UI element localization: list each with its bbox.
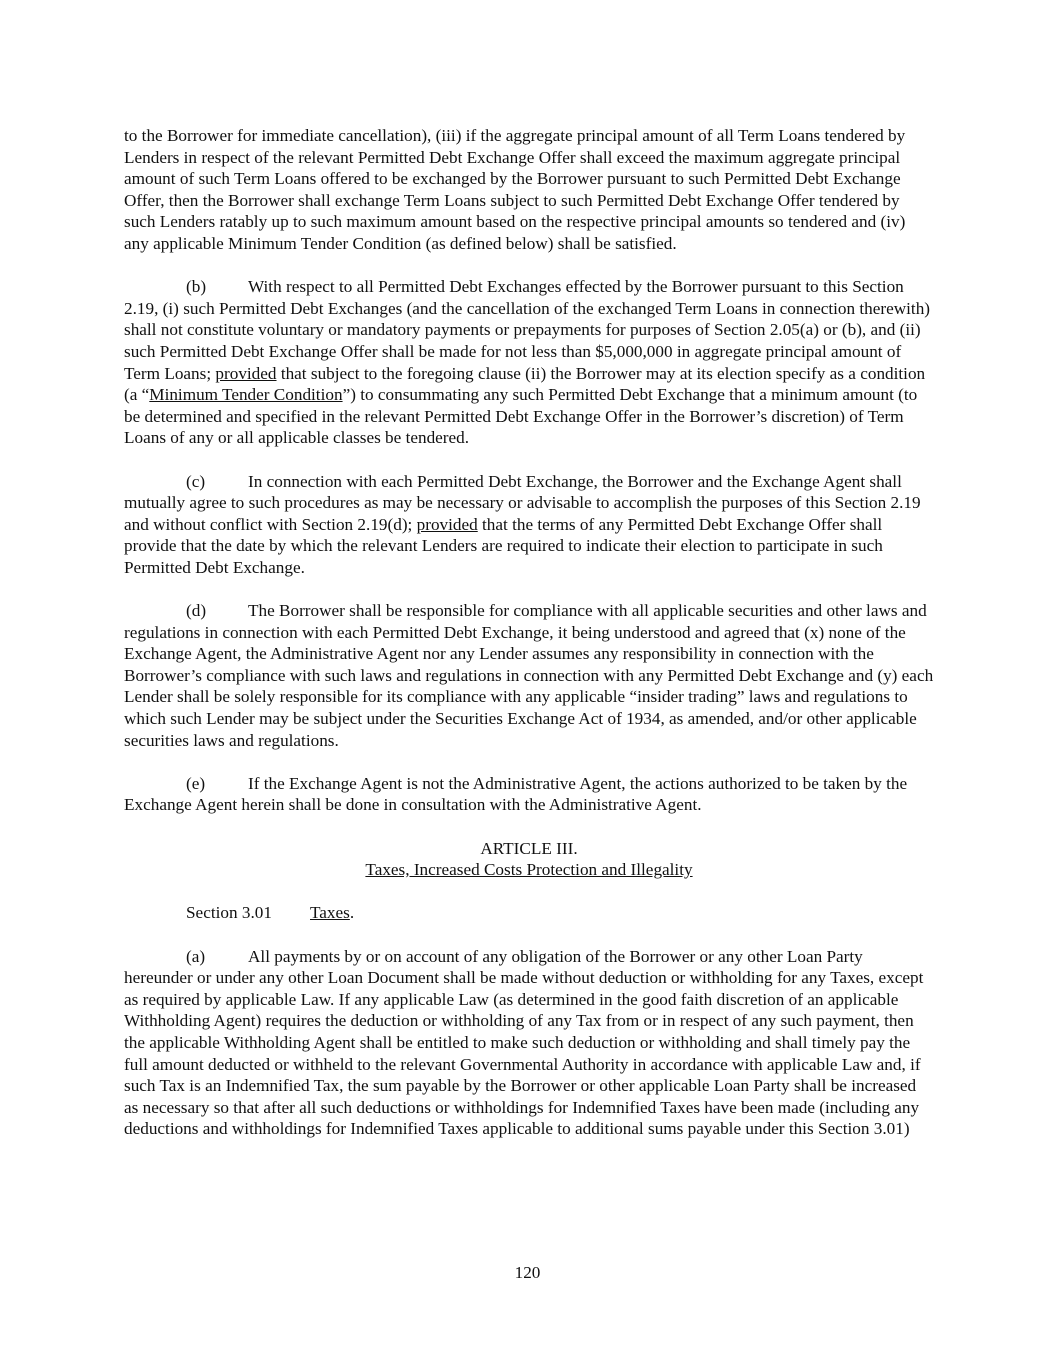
clause-label-a: (a) (186, 946, 206, 966)
clause-label-b: (b) (186, 277, 207, 297)
paragraph-c (124, 471, 934, 579)
section-title-period: . (349, 903, 355, 923)
paragraph-text: that subject to the foregoing clause (ii) the Borrower may at its election specify as a condition (a “ (124, 363, 926, 405)
paragraph-text: ”) to consummating any such Permitted Debt Exchange that a minimum amount (to be determined and specified in the relevant Permitted Debt Exchange Offer in the Borrower’s discretion) of Term Loans of any or all applicable classes be tendered. (124, 385, 918, 448)
clause-label-c: (c) (186, 471, 206, 491)
provided-term: provided (416, 514, 478, 534)
section-number: Section 3.01 (186, 903, 272, 923)
section-heading (124, 902, 934, 924)
document-page (124, 125, 934, 1162)
paragraph-3-01-a (124, 946, 934, 1140)
paragraph-d (124, 600, 934, 751)
clause-label-e: (e) (186, 773, 206, 793)
paragraph-text: If the Exchange Agent is not the Administrative Agent, the actions authorized to be taken by the Exchange Agent herein shall be done in consultation with the Administrative Agent. (124, 773, 908, 815)
paragraph-b (124, 276, 934, 449)
defined-term: Minimum Tender Condition (149, 385, 343, 405)
paragraph-text: All payments by or on account of any obligation of the Borrower or any other Loan Party hereunder or under any other Loan Document shall be made without deduction or withholding for any Taxes, except as required by applicable Law. If any applicable Law (as determined in the good faith discretion of an applicable Withholding Agent) requires the deduction or withholding of any Tax from or in respect of any such payment, then the applicable Withholding Agent shall be entitled to make such deduction or withholding and shall timely pay the full amount deducted or withheld to the relevant Governmental Authority in accordance with applicable Law and, if such Tax is an Indemnified Tax, the sum payable by the Borrower or other applicable Loan Party shall be increased as necessary so that after all such deductions or withholdings for Indemnified Taxes have been made (including any deductions and withholdings for Indemnified Taxes applicable to additional sums payable under this Section 3.01) (124, 946, 924, 1139)
paragraph-text: The Borrower shall be responsible for compliance with all applicable securities and other laws and regulations in connection with each Permitted Debt Exchange, it being understood and agreed that (x) none of the Exchange Agent, the Administrative Agent nor any Lender assumes any responsibility in connection with the Borrower’s compliance with such laws and regulations in connection with any Permitted Debt Exchange and (y) each Lender shall be solely responsible for its compliance with any applicable “insider trading” laws and regulations to which such Lender may be subject under the Securities Exchange Act of 1934, as amended, and/or other applicable securities laws and regulations. (124, 601, 934, 750)
paragraph-e (124, 773, 934, 816)
clause-label-d: (d) (186, 601, 207, 621)
article-number: ARTICLE III. (480, 838, 578, 858)
paragraph-text: to the Borrower for immediate cancellation), (iii) if the aggregate principal amount of all Term Loans tendered by Lenders in respect of the relevant Permitted Debt Exchange Offer shall exceed the maximum aggregate principal amount of such Term Loans offered to be exchanged by the Borrower pursuant to such Permitted Debt Exchange Offer, then the Borrower shall exchange Term Loans subject to such Permitted Debt Exchange Offer tendered by such Lenders ratably up to such maximum amount based on the respective principal amounts so tendered and (iv) any applicable Minimum Tender Condition (as defined below) shall be satisfied. (124, 126, 906, 253)
paragraph-text: With respect to all Permitted Debt Exchanges effected by the Borrower pursuant to this Section 2.19, (i) such Permitted Debt Exchanges (and the cancellation of the exchanged Term Loans in connection therewith) shall not constitute voluntary or mandatory payments or prepayments for purposes of Section 2.05(a) or (b), and (ii) such Permitted Debt Exchange Offer shall be made for not less than $5,000,000 in aggregate principal amount of Term Loans; (124, 277, 931, 383)
paragraph-text: In connection with each Permitted Debt Exchange, the Borrower and the Exchange Agent shall mutually agree to such procedures as may be necessary or advisable to accomplish the purposes of this Section 2.19 and without conflict with Section 2.19(d); (124, 471, 921, 534)
paragraph-continued (124, 125, 934, 255)
article-heading (124, 838, 934, 881)
section-title: Taxes (310, 903, 350, 923)
provided-term: provided (215, 363, 277, 383)
page-number: 120 (514, 1263, 541, 1282)
paragraph-text: that the terms of any Permitted Debt Exchange Offer shall provide that the date by which the relevant Lenders are required to indicate their election to participate in such Permitted Debt Exchange. (124, 514, 883, 577)
article-title: Taxes, Increased Costs Protection and Illegality (365, 860, 693, 880)
